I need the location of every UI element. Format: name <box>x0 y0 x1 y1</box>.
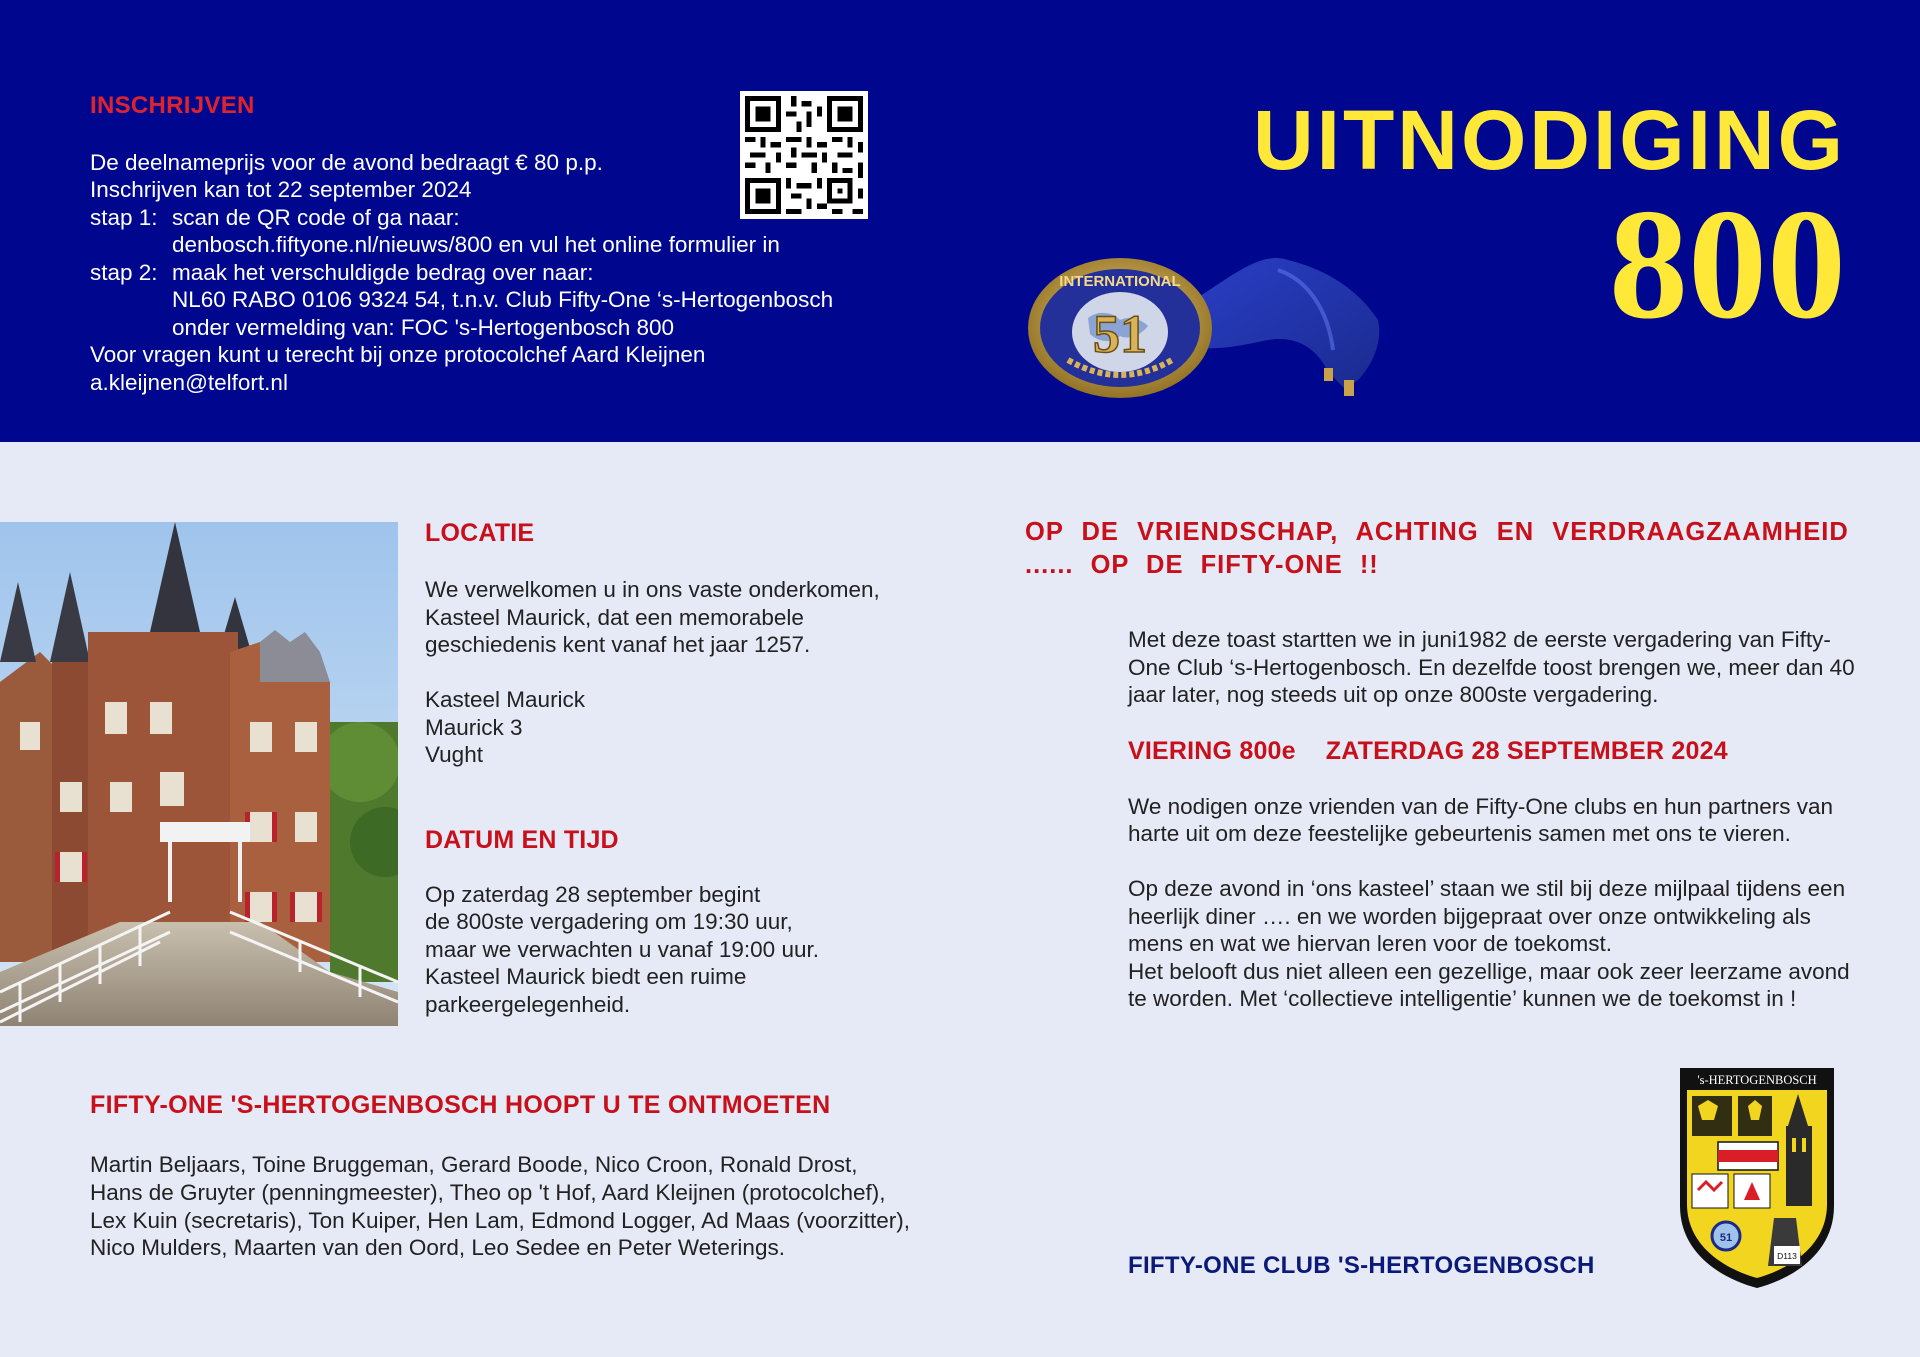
address-line-1: Kasteel Maurick <box>425 687 586 712</box>
questions-line: Voor vragen kunt u terecht bij onze protocolchef Aard Kleijnen <box>90 342 706 367</box>
datetime-line-4: Kasteel Maurick biedt een ruime <box>425 964 747 989</box>
svg-text:51: 51 <box>1719 1232 1733 1244</box>
step-1 <box>90 204 850 232</box>
logo-number: 51 <box>1093 304 1147 364</box>
story-p1-line-2: One Club ‘s-Hertogenbosch. En dezelfde toost brengen we, meer dan 40 <box>1128 654 1855 680</box>
crest-title: 's-HERTOGENBOSCH <box>1697 1073 1817 1087</box>
members-heading: FIFTY-ONE 'S-HERTOGENBOSCH HOOPT U TE ONTMOETEN <box>90 1091 831 1119</box>
story-p3-line-5: te worden. Met ‘collectieve intelligentie’ kunnen we de toekomst in ! <box>1128 986 1797 1011</box>
contact-email[interactable]: a.kleijnen@telfort.nl <box>90 369 288 395</box>
location-intro-3: geschiedenis kent vanaf het jaar 1257. <box>425 632 811 657</box>
address-line-3: Vught <box>425 742 483 767</box>
logo-label: INTERNATIONAL <box>1059 273 1181 290</box>
registration-heading: INSCHRIJVEN <box>90 92 255 119</box>
toast-line-1: OP DE VRIENDSCHAP, ACHTING EN VERDRAAGZAAMHEID <box>1025 518 1849 546</box>
step-2 <box>90 259 850 287</box>
members-line-2: Hans de Gruyter (penningmeester), Theo op 't Hof, Aard Kleijnen (protocolchef), <box>90 1179 886 1205</box>
story-p2-line-2: harte uit om deze feestelijke gebeurtenis samen met ons te vieren. <box>1128 821 1791 846</box>
qr-code[interactable] <box>740 91 868 219</box>
story-p3-line-2: heerlijk diner …. en we worden bijgepraat over onze ontwikkeling als <box>1128 903 1811 929</box>
crest-code: D113 <box>1777 1251 1797 1261</box>
club-crest <box>1678 1066 1836 1290</box>
datetime-line-2: de 800ste vergadering om 19:30 uur, <box>425 909 793 934</box>
registration-section <box>90 92 850 396</box>
celebration-date: ZATERDAG 28 SEPTEMBER 2024 <box>1325 736 1728 765</box>
datetime-line-5: parkeergelegenheid. <box>425 991 631 1017</box>
registration-url[interactable]: denbosch.fiftyone.nl/nieuws/800 en vul het online formulier in <box>172 232 780 257</box>
meeting-number: 800 <box>1609 177 1846 352</box>
step-1-text: scan de QR code of ga naar: <box>172 204 460 230</box>
step-2-text: maak het verschuldigde bedrag over naar: <box>172 259 594 285</box>
members-line-1: Martin Beljaars, Toine Bruggeman, Gerard Boode, Nico Croon, Ronald Drost, <box>90 1152 858 1177</box>
bank-account: NL60 RABO 0106 9324 54, t.n.v. Club Fifty-One ‘s-Hertogenbosch <box>172 287 834 312</box>
datetime-line-1: Op zaterdag 28 september begint <box>425 881 761 907</box>
story-p3-line-1: Op deze avond in ‘ons kasteel’ staan we stil bij deze mijlpaal tijdens een <box>1128 876 1846 901</box>
members-list <box>90 1151 950 1262</box>
location-intro-2: Kasteel Maurick, dat een memorabele <box>425 604 804 630</box>
address-line-2: Maurick 3 <box>425 714 523 740</box>
datetime-line-3: maar we verwachten u vanaf 19:00 uur. <box>425 936 819 962</box>
toast-heading <box>1025 516 1849 582</box>
club-name: FIFTY-ONE CLUB 'S-HERTOGENBOSCH <box>1128 1252 1595 1279</box>
story-p1-line-1: Met deze toast startten we in juni1982 de eerste vergadering van Fifty- <box>1128 627 1831 652</box>
datetime-heading: DATUM EN TIJD <box>425 825 619 854</box>
celebration-heading <box>1128 736 1858 766</box>
location-heading: LOCATIE <box>425 519 535 547</box>
story-p2-line-1: We nodigen onze vrienden van de Fifty-One clubs en hun partners van <box>1128 793 1834 819</box>
price-line: De deelnameprijs voor de avond bedraagt € 80 p.p. <box>90 149 603 175</box>
invitation-title: UITNODIGING <box>1253 93 1846 187</box>
location-section <box>425 518 945 1018</box>
step-2-label: stap 2: <box>90 259 158 285</box>
castle-photo <box>0 522 398 1026</box>
celebration-label: VIERING 800e <box>1128 736 1296 765</box>
deadline-line: Inschrijven kan tot 22 september 2024 <box>90 177 472 202</box>
step-1-label: stap 1: <box>90 204 158 230</box>
story-p3-line-3: mens en wat we hiervan leren voor de toekomst. <box>1128 931 1612 956</box>
story-p1-line-3: jaar later, nog steeds uit op onze 800ste vergadering. <box>1128 682 1659 707</box>
members-line-3: Lex Kuin (secretaris), Ton Kuiper, Hen Lam, Edmond Logger, Ad Maas (voorzitter), <box>90 1207 910 1233</box>
toast-line-2: ...... OP DE FIFTY-ONE !! <box>1025 551 1379 579</box>
story-section <box>1128 626 1858 1013</box>
payment-reference: onder vermelding van: FOC 's-Hertogenbosch 800 <box>172 314 675 340</box>
international-51-logo <box>1028 240 1388 410</box>
story-p3-line-4: Het belooft dus niet alleen een gezellige, maar ook zeer leerzame avond <box>1128 958 1850 984</box>
members-line-4: Nico Mulders, Maarten van den Oord, Leo Sedee en Peter Weterings. <box>90 1235 785 1261</box>
location-intro-1: We verwelkomen u in ons vaste onderkomen, <box>425 577 880 602</box>
